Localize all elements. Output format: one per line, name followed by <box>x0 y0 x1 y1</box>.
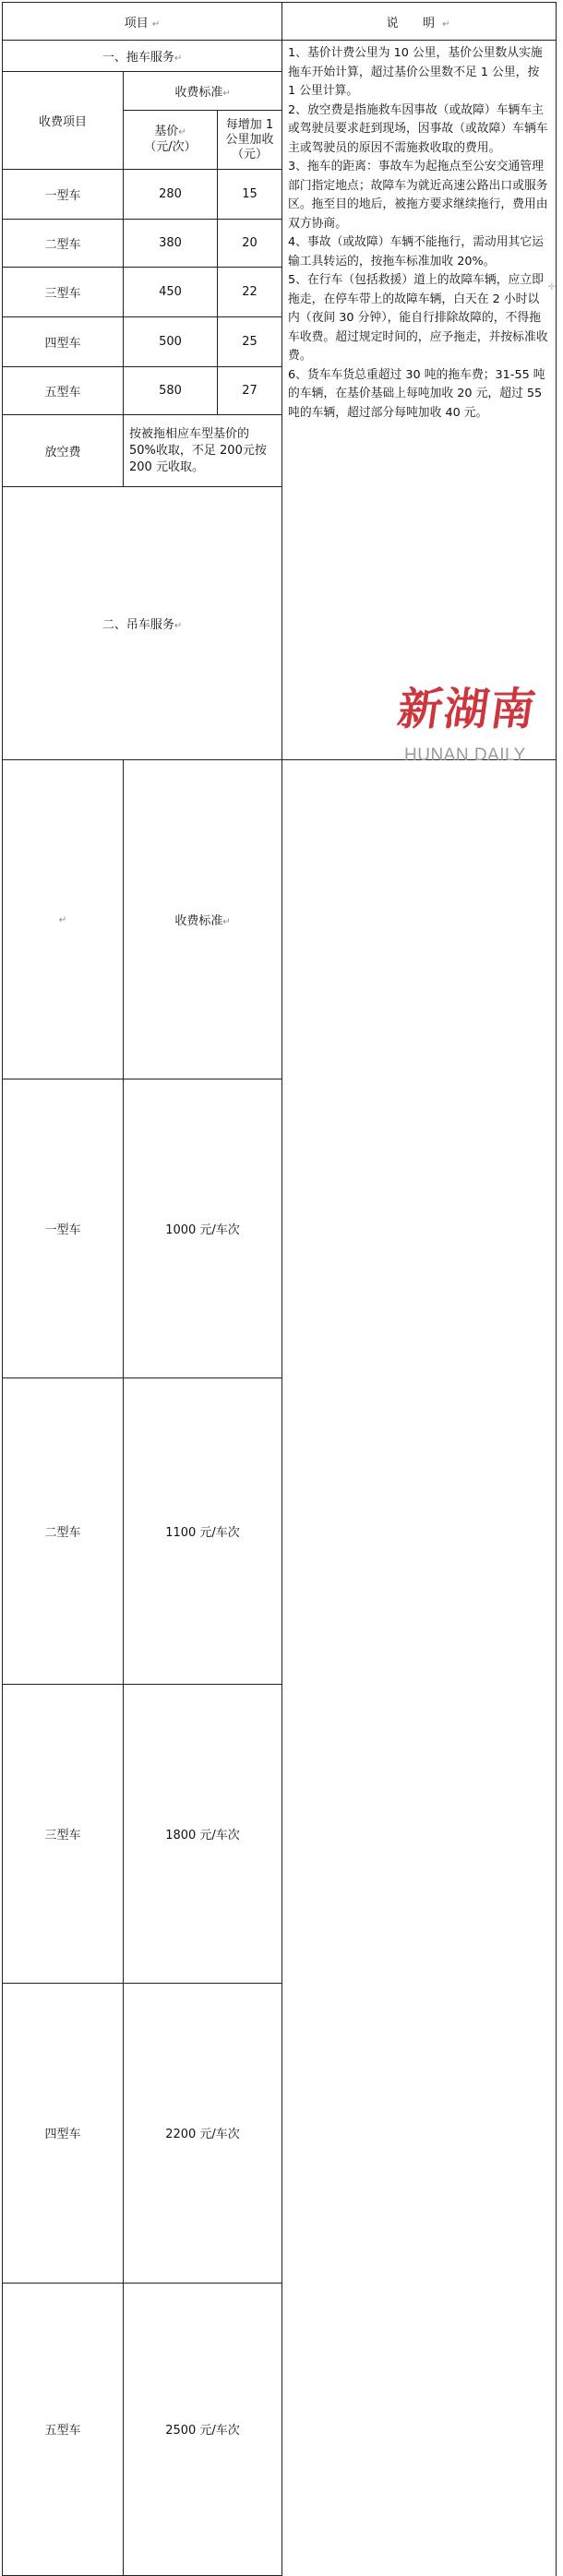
header-row <box>3 3 557 41</box>
vehicle-type: 一型车 <box>3 170 124 220</box>
tow-description <box>282 41 557 760</box>
crane-subheader-row <box>3 759 557 1079</box>
return-mark-icon: ↵ <box>442 18 452 30</box>
crane-price: 2500 元/车次 <box>124 2283 282 2575</box>
table-row <box>3 1378 557 1685</box>
vehicle-type: 五型车 <box>3 2283 124 2575</box>
per-km-price: 25 <box>218 317 282 367</box>
base-price: 380 <box>124 220 218 268</box>
per-km-price: 22 <box>218 268 282 317</box>
crane-section-title: 二、吊车服务↵ <box>3 487 282 760</box>
table-row <box>3 1079 557 1377</box>
vehicle-type: 三型车 <box>3 1684 124 1983</box>
header-item: 项目 ↵ <box>3 3 282 41</box>
cross-mark-icon: ✛ <box>547 282 556 292</box>
base-price: 500 <box>124 317 218 367</box>
crane-price: 1100 元/车次 <box>124 1378 282 1685</box>
header-desc: 说 明 ↵ <box>282 3 557 41</box>
per-km-price: 20 <box>218 220 282 268</box>
crane-price: 1800 元/车次 <box>124 1684 282 1983</box>
vehicle-type: 一型车 <box>3 1079 124 1377</box>
base-price: 580 <box>124 367 218 415</box>
per-km-price: 27 <box>218 367 282 415</box>
tow-note-1: 1、基价计费公里为 10 公里，基价公里数从实施拖车开始计算，超过基价公里数不足 1 公里，按 1 公里计算。 <box>288 46 543 98</box>
base-price: 280 <box>124 170 218 220</box>
vehicle-type: 四型车 <box>3 1984 124 2283</box>
fee-item-label: 收费项目 <box>3 72 124 170</box>
tow-section-row <box>3 41 557 72</box>
hunan-daily-watermark <box>394 674 556 770</box>
vehicle-type: 二型车 <box>3 220 124 268</box>
per-km-price: 15 <box>218 170 282 220</box>
return-mark-icon: ↵ <box>151 18 161 30</box>
empty-fee-note: 按被拖相应车型基价的 50%收取，不足 200元按 200 元收取。 <box>124 415 282 487</box>
vehicle-type: 二型车 <box>3 1378 124 1685</box>
crane-price: 2200 元/车次 <box>124 1984 282 2283</box>
empty-cell: ↵ <box>3 759 124 1079</box>
base-price: 450 <box>124 268 218 317</box>
tow-note-4: 4、事故（或故障）车辆不能拖行，需动用其它运输工具转运的，按拖车标准加收 20%。 <box>288 235 544 268</box>
vehicle-type: 四型车 <box>3 317 124 367</box>
fee-table <box>2 2 557 2576</box>
tow-section-title: 一、拖车服务↵ <box>3 41 282 72</box>
watermark-en: HUNAN DAILY <box>404 745 526 765</box>
table-row <box>3 1684 557 1983</box>
crane-price: 1000 元/车次 <box>124 1079 282 1377</box>
per-km-header: 每增加 1 公里加收 （元） <box>218 111 282 170</box>
tow-note-6: 6、货车车货总重超过 30 吨的拖车费；31-55 吨的车辆，在基价基础上每吨加收 20 元，超过 55 吨的车辆，超过部分每吨加收 40 元。 <box>288 367 545 420</box>
empty-fee-label: 放空费 <box>3 415 124 487</box>
fee-standard-label: 收费标准↵ <box>124 72 282 111</box>
vehicle-type: 五型车 <box>3 367 124 415</box>
base-price-header: 基价↵ （元/次） <box>124 111 218 170</box>
tow-note-5: 5、在行车（包括救援）道上的故障车辆，应立即拖走，在停车带上的故障车辆，白天在 2 小时以内（夜间 30 分钟），能自行排除故障的，不得拖车收费。超过规定时间的，应予拖走，并按标准收费。 <box>288 273 548 363</box>
vehicle-type: 三型车 <box>3 268 124 317</box>
table-row <box>3 2283 557 2575</box>
table-row <box>3 1984 557 2283</box>
watermark-cn: 新湖南 <box>394 684 541 735</box>
tow-note-2: 2、放空费是指施救车因事故（或故障）车辆车主或驾驶员要求赶到现场，因事故（或故障）车辆车主或驾驶员的原因不需施救收取的费用。 <box>288 102 548 155</box>
crane-fee-standard: 收费标准↵ <box>124 759 282 1079</box>
tow-note-3: 3、拖车的距离：事故车为起拖点至公安交通管理部门指定地点；故障车为就近高速公路出口或服务区。拖至目的地后，被拖方要求继续拖行，费用由双方协商。 <box>288 160 548 231</box>
